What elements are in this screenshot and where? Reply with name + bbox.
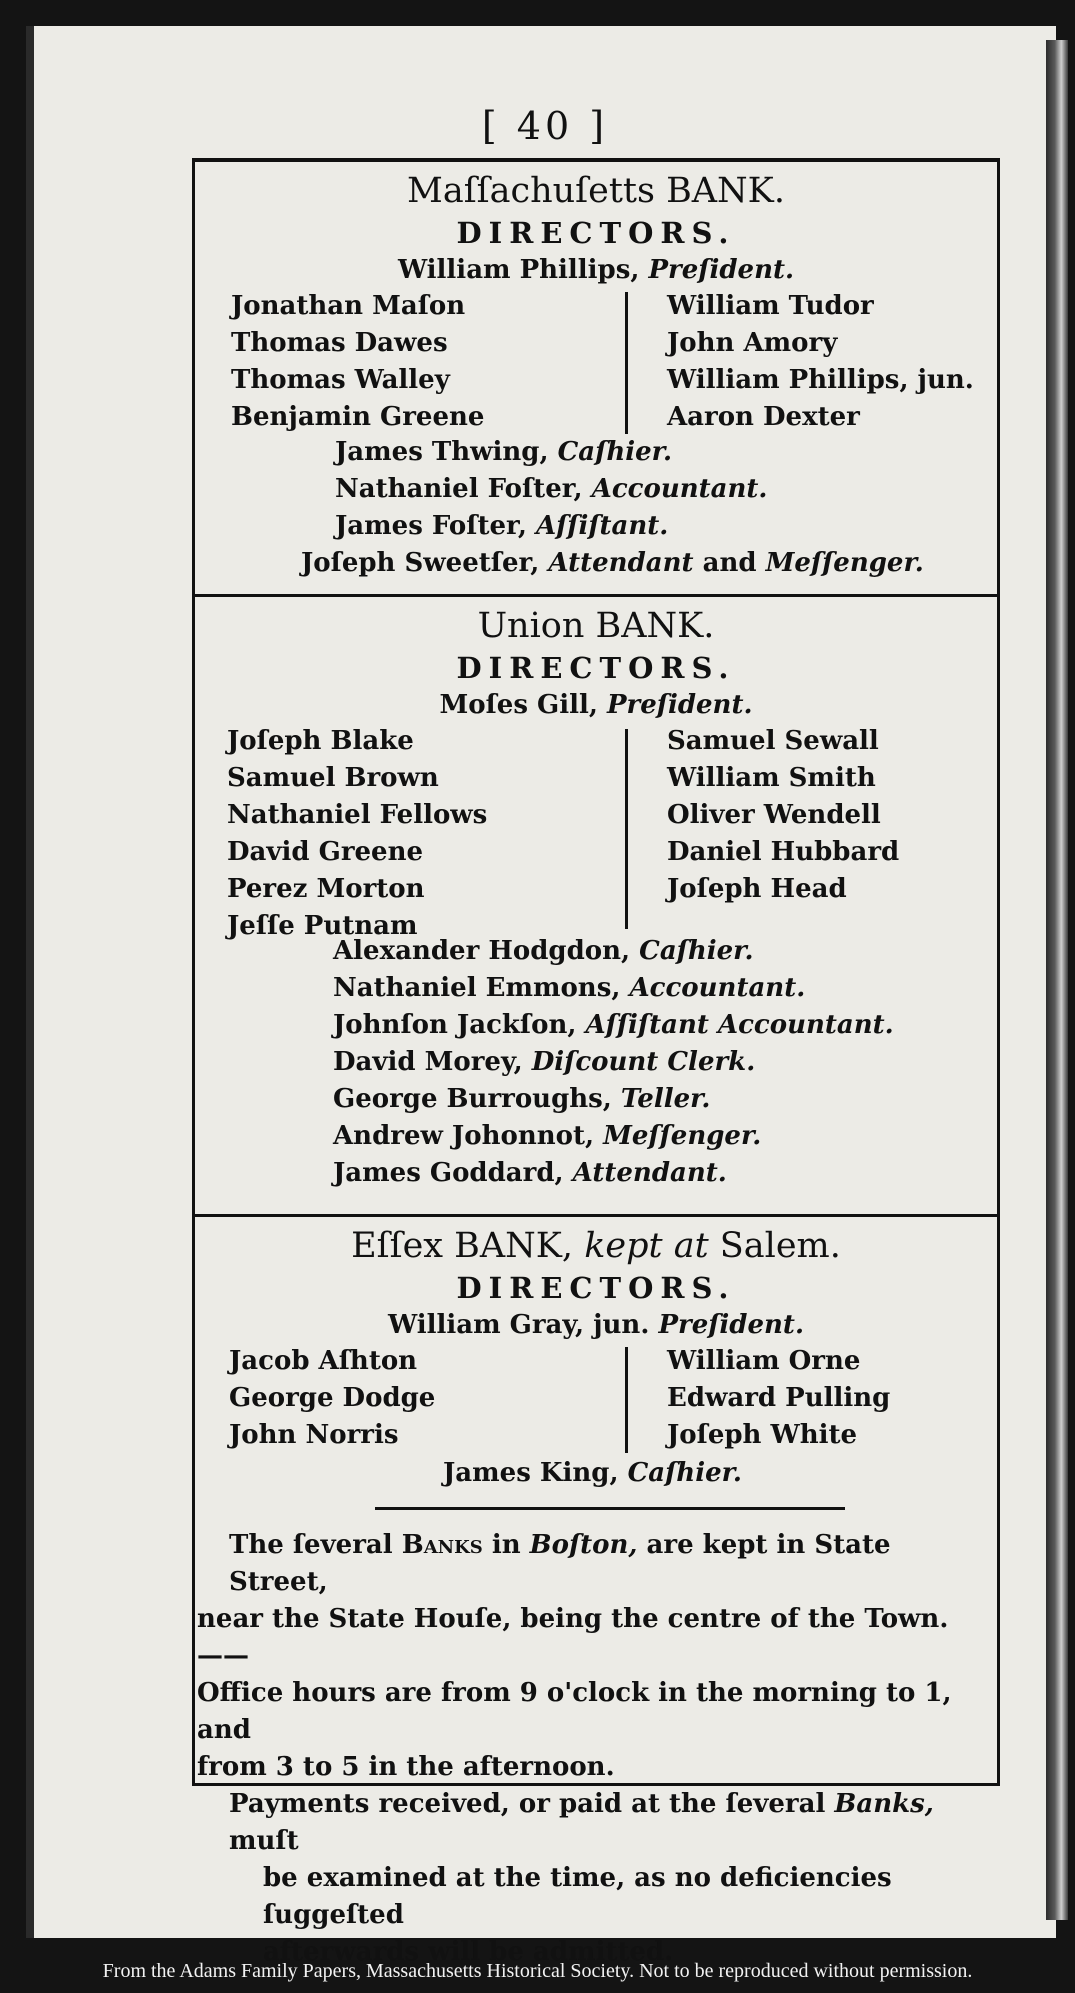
directors-left-column [229,1343,435,1454]
officer-role: Accountant. [591,474,768,504]
bank-title [195,1223,997,1269]
officer-line [333,933,894,970]
bank-title-end: Salem. [719,1226,841,1266]
section-rule [375,1507,845,1510]
notice-line: afterwards will be admitted. [263,1937,674,1967]
officer-role: Aſſiſtant. [535,511,669,541]
director-name: William Orne [667,1346,861,1376]
officer-name: Joſeph Sweetſer, [301,548,540,578]
officers-list [301,434,924,582]
officer-role: Caſhier. [557,437,673,467]
officer-name: Alexander Hodgdon, [333,936,631,966]
officer-line [333,1081,894,1118]
notice-text: The ſeveral [229,1530,393,1560]
notice-text: muſt [229,1826,299,1856]
massachusetts-bank-section [195,162,997,594]
officer-name: James Goddard, [333,1158,564,1188]
book-spine-edge [1046,40,1068,1920]
officer-name: George Burroughs, [333,1084,612,1114]
officer-line [333,1118,894,1155]
officer-name: Johnſon Jackſon, [333,1010,577,1040]
book-page [26,26,1056,1967]
notice-line: from 3 to 5 in the afternoon. [197,1752,615,1782]
director-name: Oliver Wendell [667,800,881,830]
director-name: Daniel Hubbard [667,837,900,867]
notice-text: Banks [401,1530,483,1560]
president-name: William Phillips, [397,255,640,285]
notice-line [195,1527,995,1601]
officer-line [333,1044,894,1081]
notice-line: near the State Houſe, being the centre of the Town.—— [197,1604,949,1671]
director-name: William Tudor [667,291,874,321]
director-name: Nathaniel Fellows [227,800,488,830]
officer-line [333,1007,894,1044]
officer-name: Nathaniel Foſter, [335,474,583,504]
director-name: Thomas Dawes [231,328,448,358]
officer-line [301,545,924,582]
director-name: Samuel Sewall [667,726,879,756]
officer-joiner: and [702,548,757,578]
officer-line [443,1455,742,1492]
notice-line: be examined at the time, as no deficiencies ſuggeſted [263,1863,892,1930]
officer-line [335,471,924,508]
president-line [195,687,997,723]
directors-right-column [667,1343,890,1454]
archive-caption: From the Adams Family Papers, Massachusetts Historical Society. Not to be reproduced without permission. [102,1960,973,1982]
officer-line [335,434,924,471]
column-divider [625,1347,628,1453]
bank-title: Union BANK. [477,606,715,646]
notice-line [195,1786,995,1860]
notice-text: in [491,1530,521,1560]
notice-text: Banks, [834,1789,934,1819]
office-hours-notice [195,1527,995,1971]
director-name: Joſeph Head [667,874,847,904]
officer-role: Meſſenger. [603,1121,762,1151]
directors-left-column [231,288,484,436]
bank-title-italic: kept at [584,1226,709,1266]
directors-heading: DIRECTORS. [456,1271,736,1305]
bank-title-main: Eſſex BANK, [351,1226,574,1266]
director-name: Thomas Walley [231,365,450,395]
president-line [195,1307,997,1343]
president-name: Moſes Gill, [439,690,598,720]
director-name: Benjamin Greene [231,402,485,432]
director-name: John Amory [667,328,838,358]
bank-title: Maſſachuſetts BANK. [407,171,785,211]
officer-role: Attendant [548,548,694,578]
director-name: David Greene [227,837,424,867]
officer-role: Diſcount Clerk. [531,1047,756,1077]
president-role: Preſident. [658,1310,804,1340]
officer-name: David Morey, [333,1047,523,1077]
director-name: John Norris [229,1420,399,1450]
director-name: Aaron Dexter [667,402,860,432]
directors-right-column [667,288,974,436]
officer-role: Caſhier. [639,936,754,966]
directors-heading: DIRECTORS. [456,216,736,250]
officer-name: Nathaniel Emmons, [333,973,621,1003]
director-name: Jonathan Maſon [231,291,466,321]
officer-name: James Thwing, [335,437,549,467]
notice-text: Payments received, or paid at the ſeveral [229,1789,826,1819]
page-number: [ 40 ] [481,104,609,148]
president-role: Preſident. [606,690,753,720]
director-name: Jeſſe Putnam [227,911,418,941]
officer-role: Attendant. [572,1158,727,1188]
officer-role: Meſſenger. [765,548,924,578]
director-name: Joſeph White [667,1420,858,1450]
union-bank-section [195,594,997,1217]
directors-heading: DIRECTORS. [456,651,736,685]
officer-role: Accountant. [629,973,806,1003]
director-name: William Smith [667,763,876,793]
president-line [195,252,997,288]
director-name: Perez Morton [227,874,425,904]
essex-bank-section [195,1214,997,1967]
officer-role: Aſſiſtant Accountant. [585,1010,894,1040]
officer-line [333,970,894,1007]
officer-role: Teller. [620,1084,711,1114]
officer-line [333,1155,894,1192]
president-role: Preſident. [648,255,795,285]
officers-list [443,1455,742,1492]
director-name: Edward Pulling [667,1383,891,1413]
officer-name: James King, [443,1458,619,1488]
director-name: Samuel Brown [227,763,439,793]
column-divider [625,292,628,434]
director-name: Joſeph Blake [227,726,414,756]
officer-name: James Foſter, [335,511,527,541]
president-name: William Gray, jun. [387,1310,650,1340]
officer-line [335,508,924,545]
directors-left-column [227,723,487,945]
director-name: Jacob Aſhton [229,1346,418,1376]
notice-text: Boſton, [529,1530,638,1560]
bank-listing-frame [192,158,1000,1967]
officer-name: Andrew Johonnot, [333,1121,595,1151]
directors-right-column [667,723,899,908]
director-name: George Dodge [229,1383,436,1413]
column-divider [625,729,628,929]
director-name: William Phillips, jun. [667,365,974,395]
notice-line: Office hours are from 9 o'clock in the morning to 1, and [197,1678,952,1745]
notice-text: are kept in State Street, [229,1530,891,1597]
officer-role: Caſhier. [627,1458,742,1488]
officers-list [333,933,894,1192]
